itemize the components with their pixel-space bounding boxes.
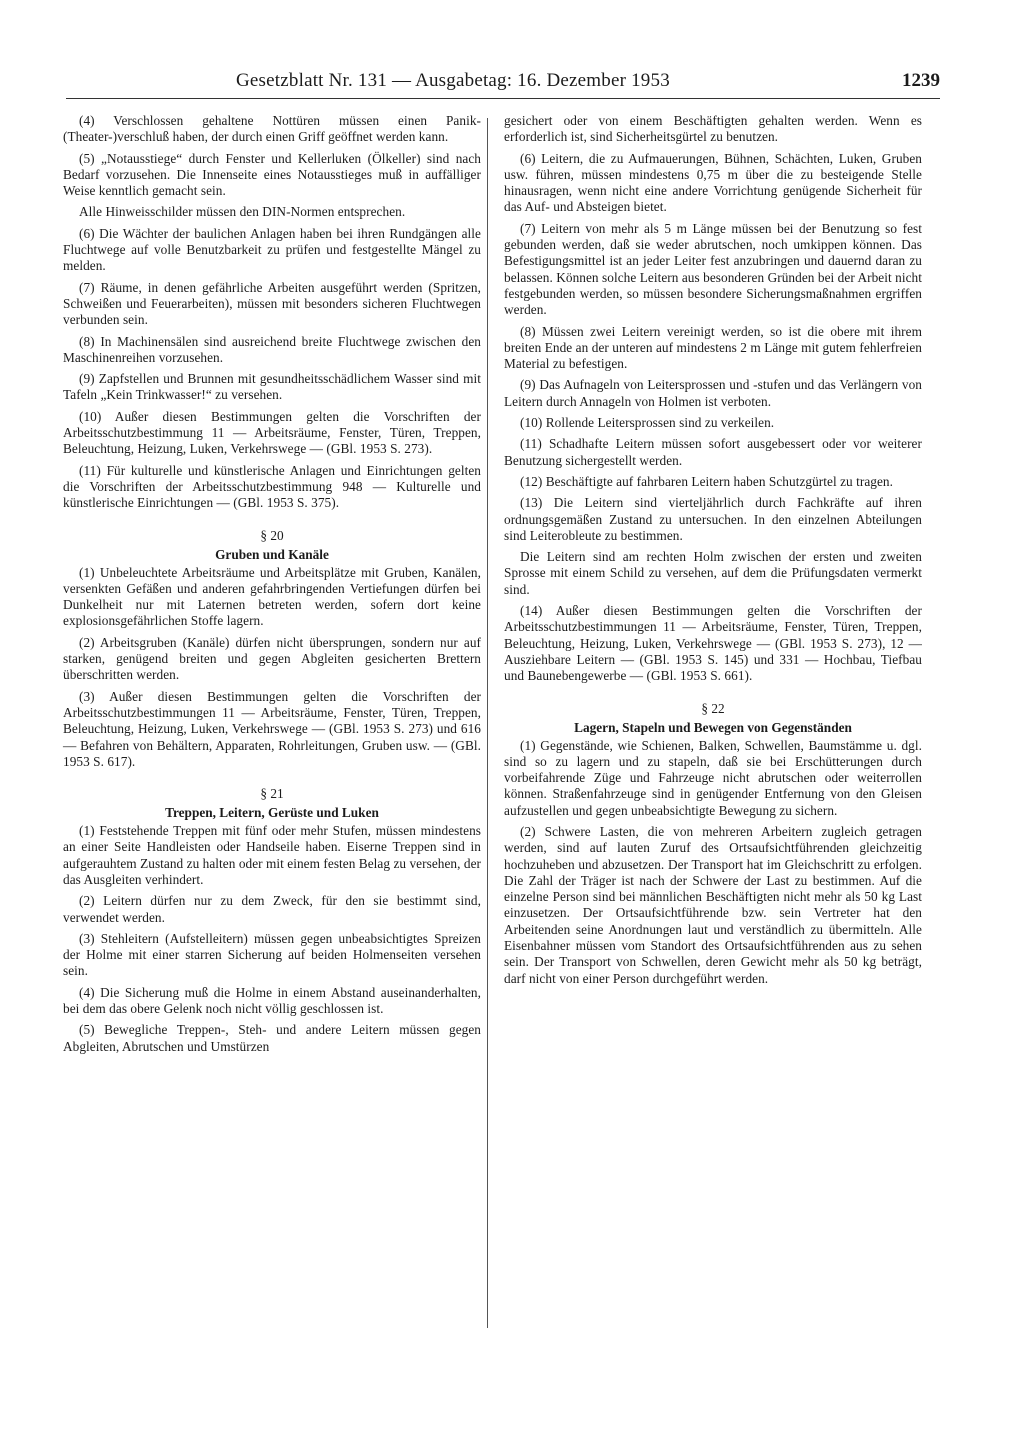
paragraph: (6) Leitern, die zu Aufmauerungen, Bühnen, Schächten, Luken, Gruben usw. führen, müssen mindestens 0,75 m über die zu besteigende Stelle hinausragen, wenn nicht eine andere Vorrichtung genügende Sicherheit für das Auf- und Absteigen bietet. xyxy=(504,150,922,215)
paragraph: (5) „Notausstiege“ durch Fenster und Kellerluken (Ölkeller) sind nach Bedarf vorzusehen. Die Innenseite eines Notausstieges muß in auffälliger Weise kenntlich gemacht sein. xyxy=(63,150,481,199)
section-number: § 20 xyxy=(260,527,284,543)
paragraph: (2) Arbeitsgruben (Kanäle) dürfen nicht übersprungen, sondern nur auf starken, genügend breiten und gegen Abgleiten gesicherten Brettern überschritten werden. xyxy=(63,634,481,683)
column-divider xyxy=(487,118,488,1328)
section-number: § 21 xyxy=(260,786,284,802)
header-rule xyxy=(66,98,940,99)
paragraph: (7) Leitern von mehr als 5 m Länge müssen bei der Benutzung so fest gebunden werden, daß sie weder abrutschen, noch umkippen können. Das Befestigungsmittel ist an jeder Leiter fest anzubringen und dauernd daran zu belassen. Können solche Leitern aus besonderen Gründen bei der Arbeit nicht festgebunden werden, so müssen besondere Sicherungsmaßnahmen ergriffen werden. xyxy=(504,220,922,318)
paragraph: (3) Stehleitern (Aufstelleitern) müssen gegen unbeabsichtigtes Spreizen der Holme mit einer starren Sicherung auf beiden Holmenseiten versehen sein. xyxy=(63,930,481,979)
page-header xyxy=(66,70,940,104)
left-column xyxy=(63,113,481,1060)
paragraph: (5) Bewegliche Treppen-, Steh- und andere Leitern müssen gegen Abgleiten, Abrutschen und Umstürzen xyxy=(63,1022,481,1054)
paragraph: (13) Die Leitern sind vierteljährlich durch Fachkräfte auf ihren ordnungsgemäßen Zustand zu untersuchen. In den einzelnen Abteilungen sind Leiterobleute zu bestimmen. xyxy=(504,495,922,543)
paragraph: (12) Beschäftigte auf fahrbaren Leitern haben Schutzgürtel zu tragen. xyxy=(520,473,894,489)
paragraph: (11) Schadhafte Leitern müssen sofort ausgebessert oder vor weiterer Benutzung sichergestellt werden. xyxy=(504,436,922,468)
paragraph: (2) Schwere Lasten, die von mehreren Arbeitern zugleich getragen werden, sind auf lauten Zuruf des Ortsaufsichtführenden gleichzeitig hochzuheben und abzusetzen. Der Transport hat im Gleichschritt zu erfolgen. Die Zahl der Träger ist nach der Schwere der Last zu bestimmen. Auf die einzelne Person sind bei männlichen Beschäftigten nicht mehr als 50 kg Last einzusetzen. Der Ortsaufsichtführende bzw. sein Vertreter hat den Arbeitenden seine Anordnungen laut und verständlich zu übermitteln. Alle Eisenbahner müssen vom Standort des Ortsaufsichtführenden aus zu sehen sein. Der Transport von Schwellen, deren Gewicht mehr als 50 kg beträgt, darf nicht von einer Person durchgeführt werden. xyxy=(504,823,922,986)
paragraph: Alle Hinweisschilder müssen den DIN-Normen entsprechen. xyxy=(79,204,406,220)
paragraph: (1) Feststehende Treppen mit fünf oder mehr Stufen, müssen mindestens an einer Seite Handleisten oder Handseile haben. Eiserne Treppen sind in aufgerauhtem Zustand zu halten oder mit einem festen Belag zu versehen, der das Ausgleiten verhindert. xyxy=(63,823,482,887)
paragraph: (9) Das Aufnageln von Leitersprossen und -stufen und das Verlängern von Leitern durch Annageln von Holmen ist verboten. xyxy=(504,377,922,409)
paragraph: (10) Außer diesen Bestimmungen gelten die Vorschriften der Arbeitsschutzbestimmung 11 — Arbeitsräume, Fenster, Türen, Treppen, Beleuchtung, Heizung, Luken, Verkehrswege — (GBl. 1953 S. 273). xyxy=(63,408,481,457)
paragraph: (9) Zapfstellen und Brunnen mit gesundheitsschädlichem Wasser sind mit Tafeln „Kein Trinkwasser!“ zu versehen. xyxy=(63,371,481,403)
section-title: Treppen, Leitern, Gerüste und Luken xyxy=(165,805,379,821)
paragraph: (4) Die Sicherung muß die Holme in einem Abstand auseinanderhalten, bei dem das obere Gelenk noch nicht völlig geschlossen ist. xyxy=(63,984,481,1017)
paragraph: gesichert oder von einem Beschäftigten gehalten werden. Wenn es erforderlich ist, sind Sicherheitsgürtel zu benutzen. xyxy=(504,113,922,145)
section-number: § 22 xyxy=(701,700,725,716)
paragraph: (10) Rollende Leitersprossen sind zu verkeilen. xyxy=(520,415,775,431)
paragraph: (8) In Machinensälen sind ausreichend breite Fluchtwege zwischen den Maschinenreihen vorzusehen. xyxy=(63,333,481,365)
paragraph: (2) Leitern dürfen nur zu dem Zweck, für den sie bestimmt sind, verwendet werden. xyxy=(63,893,481,925)
paragraph: Die Leitern sind am rechten Holm zwischen der ersten und zweiten Sprosse mit einem Schild zu versehen, auf dem die Prüfungsdaten vermerkt sind. xyxy=(504,549,922,597)
paragraph: (4) Verschlossen gehaltene Nottüren müssen einen Panik-(Theater-)verschluß haben, der durch einen Griff geöffnet werden kann. xyxy=(63,113,481,145)
header-title: Gesetzblatt Nr. 131 — Ausgabetag: 16. Dezember 1953 xyxy=(236,70,670,91)
page-number: 1239 xyxy=(902,70,940,91)
paragraph: (6) Die Wächter der baulichen Anlagen haben bei ihren Rundgängen alle Fluchtwege auf volle Benutzbarkeit zu prüfen und festgestellte Mängel zu melden. xyxy=(63,225,481,274)
paragraph: (3) Außer diesen Bestimmungen gelten die Vorschriften der Arbeitsschutzbestimmungen 11 — Arbeitsräume, Fenster, Türen, Treppen, Beleuchtung, Heizung, Luken, Verkehrswege — (GBl. 1953 S. 273) und 616 — Befahren von Behältern, Apparaten, Rohrleitungen, Gruben usw. — (GBl. 1953 S. 617). xyxy=(63,688,481,769)
right-column xyxy=(504,113,922,992)
paragraph: (8) Müssen zwei Leitern vereinigt werden, so ist die obere mit ihrem breiten Ende an der unteren auf mindestens 2 m Länge mit gutem fehlerfreien Material zu befestigen. xyxy=(504,323,922,372)
section-title: Gruben und Kanäle xyxy=(215,546,329,562)
paragraph: (7) Räume, in denen gefährliche Arbeiten ausgeführt werden (Spritzen, Schweißen und Feuerarbeiten), müssen mit besonders sicheren Fluchtwegen verbunden sein. xyxy=(63,279,481,328)
paragraph: (1) Unbeleuchtete Arbeitsräume und Arbeitsplätze mit Gruben, Kanälen, versenkten Gefäßen und anderen gefahrbringenden Vertiefungen dürfen bei Dunkelheit nur mit Laternen betreten werden, sofern dort keine explosionsgefährlichen Stoffe lagern. xyxy=(63,564,481,629)
paragraph: (14) Außer diesen Bestimmungen gelten die Vorschriften der Arbeitsschutzbestimmungen 11 — Arbeitsräume, Fenster, Türen, Treppen, Beleuchtung, Heizung, Luken, Verkehrswege — (GBl. 1953 S. 273), 12 — Ausziehbare Leitern — (GBl. 1953 S. 145) und 331 — Hochbau, Tiefbau und Baunebengewerbe — (GBl. 1953 S. 661). xyxy=(504,603,922,684)
paragraph: (1) Gegenstände, wie Schienen, Balken, Schwellen, Baumstämme u. dgl. sind so zu lagern und zu stapeln, daß sie bei Erschütterungen durch vorbeifahrende Züge und Fahrzeuge nicht abrutschen oder weiterrollen können. Straßenfahrzeuge sind in genügender Entfernung von den Gleisen aufzustellen und gegen unbeabsichtigte Bewegung zu sichern. xyxy=(504,737,922,818)
paragraph: (11) Für kulturelle und künstlerische Anlagen und Einrichtungen gelten die Vorschriften der Arbeitsschutzbestimmung 948 — Kulturelle und künstlerische Einrichtungen — (GBl. 1953 S. 375). xyxy=(63,462,481,511)
section-title: Lagern, Stapeln und Bewegen von Gegenständen xyxy=(574,719,852,735)
